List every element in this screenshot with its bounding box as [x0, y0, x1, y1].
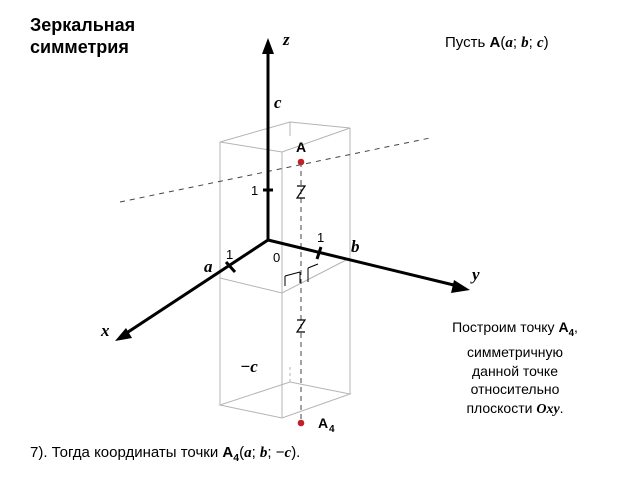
step-sep2: ;: [267, 444, 276, 461]
step-c: c: [284, 445, 292, 461]
construct-line-3: данной точке: [471, 362, 558, 379]
y-arrow: [451, 280, 470, 293]
neg-c-label: −c: [240, 357, 258, 376]
point-A-label: A: [296, 139, 307, 155]
upper-box: [220, 122, 350, 293]
construct-line-4: относительно: [470, 381, 560, 398]
point-A4: [298, 420, 305, 427]
construction-note: [425, 318, 605, 419]
c-label: c: [274, 93, 282, 112]
construct-point: A: [558, 319, 569, 335]
x-axis-label: x: [101, 321, 110, 340]
given-point: A: [489, 34, 501, 51]
construct-plane-tail: .: [559, 399, 564, 416]
y-axis: [268, 240, 462, 287]
construct-line-1: [425, 318, 605, 343]
equal-mark-lower: [297, 320, 305, 332]
step-neg: −: [275, 444, 285, 461]
origin-label: 0: [273, 250, 281, 265]
given-close: ): [543, 34, 549, 51]
step-close: ).: [291, 444, 301, 461]
step-prefix: 7). Тогда координаты точки: [30, 444, 223, 461]
y-axis-label: y: [472, 265, 480, 284]
z-arrow: [262, 38, 274, 54]
plane-diagonal-dashed: [120, 138, 430, 202]
construct-plane: Oxy: [536, 401, 560, 417]
given-b: b: [521, 35, 529, 51]
given-sep2: ;: [528, 34, 537, 51]
title-line-2: симметрия: [30, 37, 129, 57]
given-statement: [445, 34, 549, 52]
lower-box-bottom: [220, 382, 350, 418]
x-tick-label: 1: [226, 247, 234, 262]
equal-mark-upper: [297, 186, 305, 198]
upper-box-top: [220, 122, 350, 152]
point-A: [298, 159, 305, 166]
x-axis: [122, 240, 268, 336]
y-tick-label: 1: [317, 230, 325, 245]
step-open: (: [239, 444, 245, 461]
given-prefix: Пусть: [445, 34, 490, 51]
step-b: b: [259, 445, 268, 461]
given-sep1: ;: [512, 34, 522, 51]
step-statement: [30, 444, 300, 464]
construct-plane-text: плоскости: [466, 399, 537, 416]
construct-tail: ,: [574, 319, 578, 335]
step-sep1: ;: [251, 444, 260, 461]
step-point-sub: 4: [233, 452, 240, 464]
given-a: a: [505, 35, 513, 51]
construct-text: Построим точку: [452, 319, 559, 335]
z-tick-label: 1: [251, 183, 259, 198]
a-label: a: [204, 257, 213, 276]
title-line-1: Зеркальная: [30, 15, 136, 35]
construct-point-sub: 4: [568, 327, 575, 339]
point-A4-subscript: 4: [329, 424, 335, 435]
y-tick: [317, 247, 321, 259]
construct-line-2: симметричную: [467, 344, 563, 361]
given-c: c: [537, 35, 544, 51]
axis-arrows: [115, 38, 470, 341]
b-label: b: [351, 237, 360, 256]
point-A4-label: A: [318, 415, 329, 431]
given-open: (: [500, 34, 506, 51]
step-point: A: [222, 444, 234, 461]
z-axis-label: z: [283, 30, 290, 49]
construct-line-5: [425, 399, 605, 420]
axes: [122, 50, 462, 336]
step-a: a: [244, 445, 252, 461]
slide-title: [30, 14, 170, 58]
